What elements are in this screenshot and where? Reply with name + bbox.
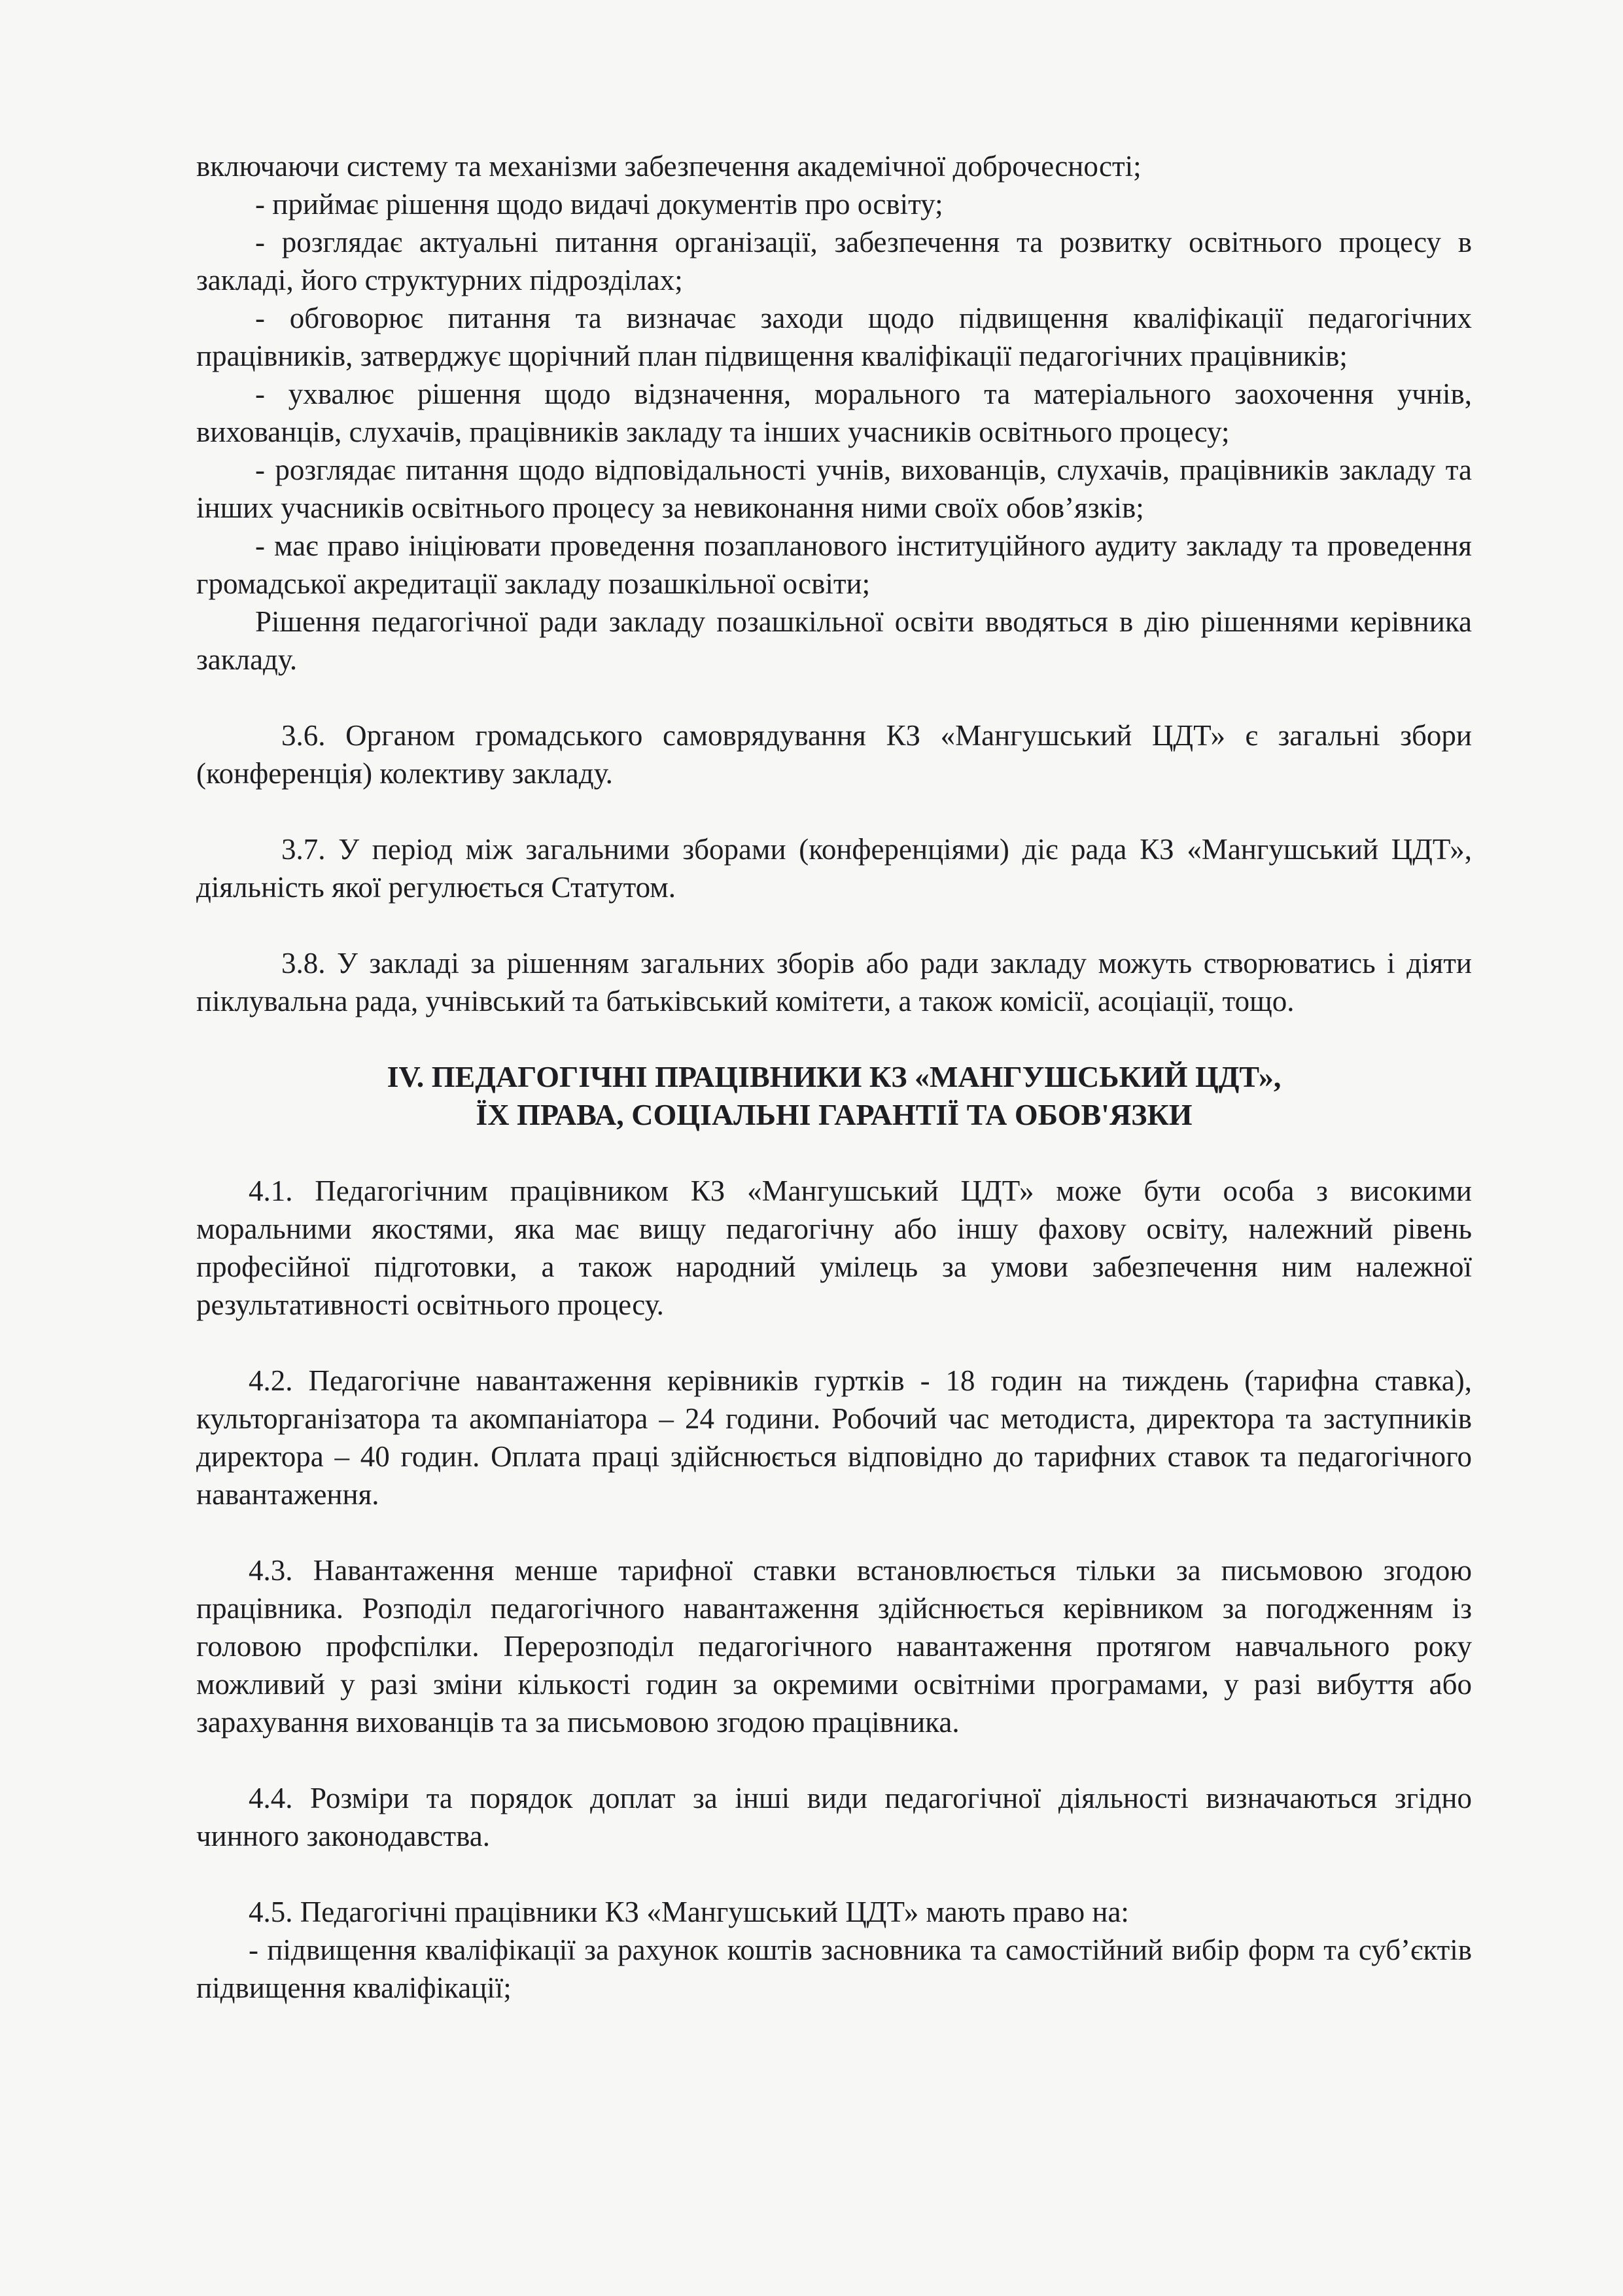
paragraph-3-7: 3.7. У період між загальними зборами (конференціями) діє рада КЗ «Мангушський ЦДТ», діяльність якої регулюється Статутом. xyxy=(196,833,1472,904)
spacer xyxy=(196,1324,1472,1362)
spacer xyxy=(196,1513,1472,1551)
decision-note: Рішення педагогічної ради закладу позашкільної освіти вводяться в дію рішеннями керівника закладу. xyxy=(196,605,1472,676)
section-heading-line-2: ЇХ ПРАВА, СОЦІАЛЬНІ ГАРАНТІЇ ТА ОБОВ'ЯЗКИ xyxy=(476,1098,1193,1131)
paragraph-3-6: 3.6. Органом громадського самоврядування КЗ «Мангушський ЦДТ» є загальні збори (конференція) колективу закладу. xyxy=(196,719,1472,790)
list-item: - підвищення кваліфікації за рахунок коштів засновника та самостійний вибір форм та суб’єктів підвищення кваліфікації; xyxy=(196,1934,1472,2004)
list-item: - має право ініціювати проведення позапланового інституційного аудиту закладу та проведення громадської акредитації закладу позашкільної освіти; xyxy=(196,529,1472,600)
paragraph-4-5: 4.5. Педагогічні працівники КЗ «Мангушський ЦДТ» мають право на: xyxy=(249,1896,1129,1928)
paragraph-4-4: 4.4. Розміри та порядок доплат за інші види педагогічної діяльності визначаються згідно чинного законодавства. xyxy=(196,1782,1472,1852)
list-item: - обговорює питання та визначає заходи щодо підвищення кваліфікації педагогічних працівників, затверджує щорічний план підвищення кваліфікації педагогічних працівників; xyxy=(196,302,1472,372)
paragraph-4-2: 4.2. Педагогічне навантаження керівників гуртків - 18 годин на тиждень (тарифна ставка), культорганізатора та акомпаніатора – 24 години. Робочий час методиста, директора та заступників директора – 40 годин. Оплата праці здійснюється відповідно до тарифних ставок та педагогічного навантаження. xyxy=(196,1364,1472,1511)
paragraph-3-8: 3.8. У закладі за рішенням загальних зборів або ради закладу можуть створюватись і діяти піклувальна рада, учнівський та батьківський комітети, а також комісії, асоціації, тощо. xyxy=(196,947,1472,1017)
spacer xyxy=(196,792,1472,830)
continuation-line: включаючи систему та механізми забезпечення академічної доброчесності; xyxy=(196,150,1142,183)
list-item: - розглядає актуальні питання організації, забезпечення та розвитку освітнього процесу в закладі, його структурних підрозділах; xyxy=(196,226,1472,296)
section-heading-line-1: IV. ПЕДАГОГІЧНІ ПРАЦІВНИКИ КЗ «МАНГУШСЬКИЙ ЦДТ», xyxy=(387,1060,1282,1093)
spacer xyxy=(196,679,1472,716)
list-item: - ухвалює рішення щодо відзначення, морального та матеріального заохочення учнів, вихованців, слухачів, працівників закладу та інших учасників освітнього процесу; xyxy=(196,378,1472,448)
paragraph-4-3: 4.3. Навантаження менше тарифної ставки встановлюється тільки за письмовою згодою працівника. Розподіл педагогічного навантаження здійснюється керівником за погодженням із головою профспілки. Перерозподіл педагогічного навантаження протягом навчального року можливий у разі зміни кількості годин за окремими освітніми програмами, у разі вибуття або зарахування вихованців та за письмовою згодою працівника. xyxy=(196,1554,1472,1739)
paragraph-4-1: 4.1. Педагогічним працівником КЗ «Мангушський ЦДТ» може бути особа з високими моральними якостями, яка має вищу педагогічну або іншу фахову освіту, належний рівень професійної підготовки, а також народний умілець за умови забезпечення ним належної результативності освітнього процесу. xyxy=(196,1174,1472,1321)
list-item: - приймає рішення щодо видачі документів про освіту; xyxy=(255,188,943,221)
spacer xyxy=(196,1741,1472,1779)
spacer xyxy=(196,1855,1472,1893)
spacer xyxy=(196,1134,1472,1172)
document-page xyxy=(196,147,1472,2007)
spacer xyxy=(196,906,1472,944)
spacer xyxy=(196,1020,1472,1058)
list-item: - розглядає питання щодо відповідальності учнів, вихованців, слухачів, працівників закладу та інших учасників освітнього процесу за невиконання ними своїх обов’язків; xyxy=(196,453,1472,524)
